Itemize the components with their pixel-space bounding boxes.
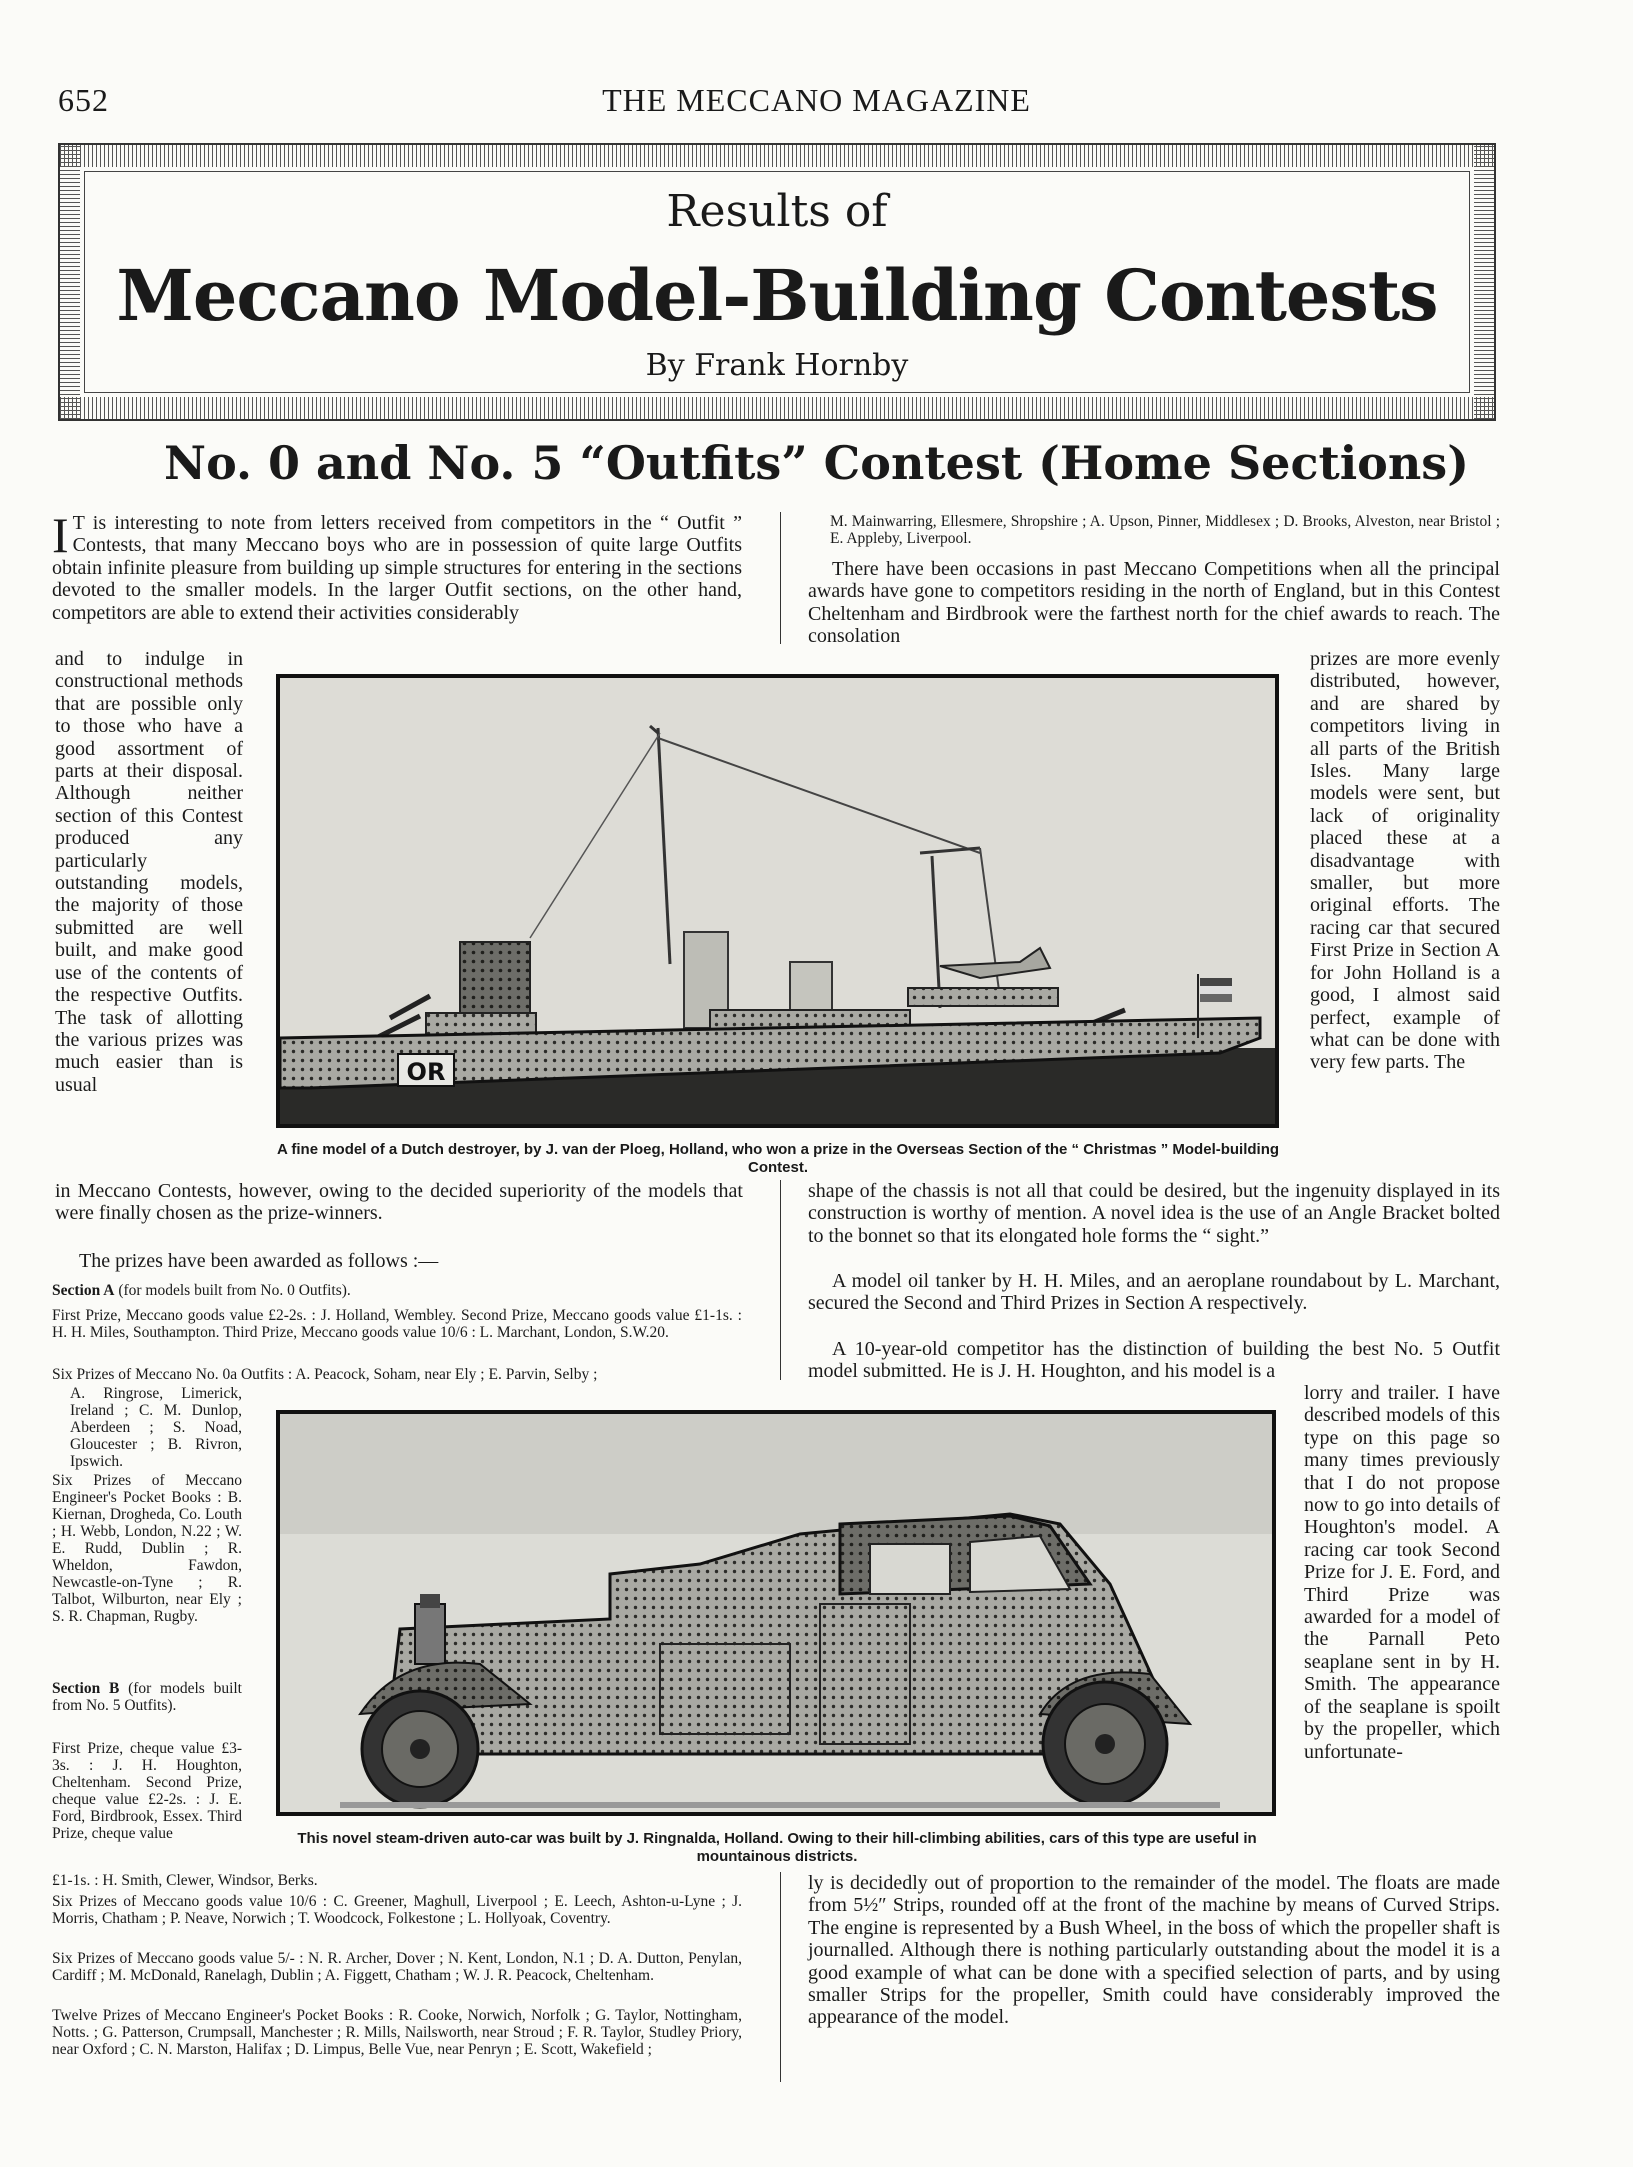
right-paragraph-1: There have been occasions in past Meccano Competitions when all the principal awards have gone to competitors residing in the north of England, but in this Contest Cheltenham and Birdbrook were the farthest north for the chief awards to reach. The consolation — [808, 558, 1500, 648]
intro-text: T is interesting to note from letters received from competitors in the “ Outfit ” Contests, that many Meccano boys who are in possession of quite large Outfits obtain infinite pleasure from building up simple structures for entering in the sections devoted to the smaller models. In the larger Outfit sections, on the other hand, competitors are able to extend their activities considerably — [52, 512, 742, 624]
page-number: 652 — [58, 82, 109, 118]
section-b-label: Section B — [52, 1680, 120, 1697]
auto-car-photo — [276, 1410, 1276, 1816]
auto-car-caption: This novel steam-driven auto-car was built by J. Ringnalda, Holland. Owing to their hill-climbing abilities, cars of this type are useful in mountainous districts. — [297, 1830, 1257, 1865]
section-a-prizes: First Prize, Meccano goods value £2-2s. : J. Holland, Wembley. Second Prize, Meccano goods value £1-1s. : H. H. Miles, Southampton. Third Prize, Meccano goods value 10/6 : L. Marchant, London, S.W.20. — [52, 1307, 742, 1341]
section-a-label: Section A — [52, 1282, 115, 1299]
six-prizes-books: Six Prizes of Meccano Engineer's Pocket Books : B. Kiernan, Drogheda, Co. Louth ; H. Webb, London, N.22 ; W. E. Rudd, Dublin ; R. Wheldon, Fawdon, Newcastle-on-Tyne ; R. Talbot, Wilburton, near Ely ; S. R. Chapman, Rugby. — [52, 1472, 242, 1625]
auto-car-illustration — [280, 1414, 1272, 1812]
column-divider-bottom — [780, 1872, 781, 2082]
section-a-description: (for models built from No. 0 Outfits). — [118, 1282, 351, 1299]
byline: By Frank Hornby — [645, 348, 909, 383]
right-paragraph-4: A 10-year-old competitor has the distinction of building the best No. 5 Outfit model submitted. He is J. H. Houghton, and his model is a — [808, 1338, 1500, 1383]
magazine-title: THE MECCANO MAGAZINE — [602, 82, 1031, 118]
right-paragraph-3: A model oil tanker by H. H. Miles, and an aeroplane roundabout by L. Marchant, secured the Second and Third Prizes in Section A respectively. — [808, 1270, 1500, 1315]
column-divider-lower — [780, 1180, 781, 1380]
section-title: No. 0 and No. 5 “Outfits” Contest (Home Sections) — [164, 436, 1469, 490]
drop-cap: I — [52, 507, 69, 563]
right-narrow-text-1: prizes are more evenly distributed, however, and are shared by competitors living in all parts of the British Isles. Many large models were sent, but lack of originality placed these at a disadvantage with smaller, but more original efforts. The racing car that secured First Prize in Section A for John Holland is a good, I almost said perfect, example of what can be done with very few parts. The — [1310, 648, 1500, 1074]
hull-marking: OR — [406, 1058, 446, 1086]
intro-paragraph — [52, 507, 742, 624]
six-prizes-0a-narrow: A. Ringrose, Limerick, Ireland ; C. M. Dunlop, Aberdeen ; S. Noad, Gloucester ; B. Rivron, Ipswich. — [70, 1385, 242, 1470]
left-narrow-text: and to indulge in constructional methods that are possible only to those who have a good assortment of parts at their disposal. Although neither section of this Contest produced any particularly outstanding models, the majority of those submitted are well built, and make good use of the contents of the respective Outfits. The task of allotting the various prizes was much easier than is usual — [55, 648, 243, 1096]
section-b-prizes: First Prize, cheque value £3-3s. : J. H. Houghton, Cheltenham. Second Prize, cheque value £2-2s. : J. E. Ford, Birdbrook, Essex. Third Prize, cheque value — [52, 1740, 242, 1842]
title-box — [58, 143, 1496, 421]
title-kicker: Results of — [666, 186, 888, 237]
names-continued: M. Mainwarring, Ellesmere, Shropshire ; A. Upson, Pinner, Middlesex ; D. Brooks, Alveston, near Bristol ; E. Appleby, Liverpool. — [830, 513, 1500, 547]
left-continued-text: in Meccano Contests, however, owing to the decided superiority of the models that were finally chosen as the prize-winners. — [55, 1180, 743, 1225]
prizes-intro: The prizes have been awarded as follows :— — [79, 1250, 439, 1272]
section-a-heading — [52, 1282, 742, 1299]
section-b-heading — [52, 1680, 242, 1714]
right-paragraph-2: shape of the chassis is not all that could be desired, but the ingenuity displayed in its construction is worthy of mention. A novel idea is the use of an Angle Bracket bolted to the bonnet so that its elongated hole forms the “ sight.” — [808, 1180, 1500, 1247]
destroyer-caption: A fine model of a Dutch destroyer, by J. van der Ploeg, Holland, who won a prize in the Overseas Section of the “ Christmas ” Model-building Contest. — [276, 1141, 1280, 1176]
section-b-description: (for models built from No. 5 Outfits). — [52, 1680, 242, 1714]
twelve-prizes: Twelve Prizes of Meccano Engineer's Pocket Books : R. Cooke, Norwich, Norfolk ; G. Taylor, Nottingham, Notts. ; G. Patterson, Crumpsall, Manchester ; R. Mills, Nailsworth, near Stroud ; F. R. Taylor, Studley Priory, near Oxford ; C. N. Marston, Halifax ; D. Limpus, Belle Vue, near Penryn ; E. Scott, Wakefield ; — [52, 2007, 742, 2058]
right-paragraph-5: ly is decidedly out of proportion to the remainder of the model. The floats are made from 5½″ Strips, rounded off at the front of the machine by means of Curved Strips. The engine is represented by a Bush Wheel, in the boss of which the propeller shaft is journalled. Although there is nothing particularly outstanding about the model it is a good example of what can be done with a specified selection of parts, and by using smaller Strips for the propeller, Smith could have considerably improved the appearance of the model. — [808, 1872, 1500, 2029]
six-prizes-0a-wide: Six Prizes of Meccano No. 0a Outfits : A. Peacock, Soham, near Ely ; E. Parvin, Selby ; — [52, 1366, 598, 1383]
destroyer-photo — [276, 674, 1279, 1128]
destroyer-illustration — [280, 678, 1275, 1124]
article-title: Meccano Model-Building Contests — [116, 254, 1438, 337]
right-narrow-text-2: lorry and trailer. I have described models of this type on this page so many times previously that I do not propose now to go into details of Houghton's model. A racing car took Second Prize for J. E. Ford, and Third Prize was awarded for a model of the Parnall Peto seaplane sent in by H. Smith. The appearance of the seaplane is spoilt by the propeller, which unfortunate- — [1304, 1382, 1500, 1763]
column-divider — [780, 512, 781, 644]
six-prizes-10-6: Six Prizes of Meccano goods value 10/6 : C. Greener, Maghull, Liverpool ; E. Leech, Ashton-u-Lyne ; J. Morris, Chatham ; P. Neave, Norwich ; T. Woodcock, Folkestone ; L. Hollyoak, Coventry. — [52, 1893, 742, 1927]
six-prizes-5: Six Prizes of Meccano goods value 5/- : N. R. Archer, Dover ; N. Kent, London, N.1 ; D. A. Dutton, Penylan, Cardiff ; M. McDonald, Ranelagh, Dublin ; A. Figgett, Chatham ; W. J. R. Peacock, Cheltenham. — [52, 1950, 742, 1984]
section-b-tail: £1-1s. : H. Smith, Clewer, Windsor, Berks. — [52, 1872, 318, 1889]
